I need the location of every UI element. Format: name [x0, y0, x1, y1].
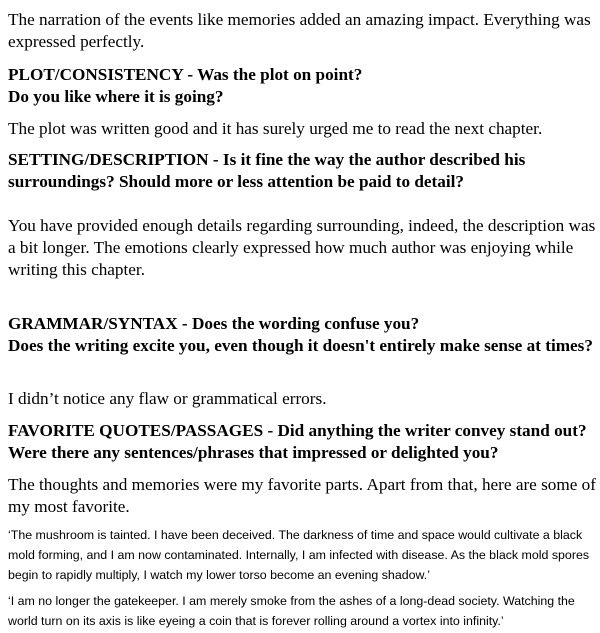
grammar-heading-line1: GRAMMAR/SYNTAX - Does the wording confuse you?: [8, 314, 420, 333]
favorite-quote-2: ‘I am no longer the gatekeeper. I am merely smoke from the ashes of a long-dead society. Watching the world turn on its axis is like eyeing a coin that is forever rolling around a vortex into infinity.’: [8, 594, 575, 628]
grammar-response: I didn’t notice any flaw or grammatical errors.: [8, 389, 327, 408]
quotes-heading: FAVORITE QUOTES/PASSAGES - Did anything the writer convey stand out? Were there any sentences/phrases that impressed or delighted you?: [8, 421, 587, 462]
plot-heading: [8, 64, 596, 108]
intro-paragraph: The narration of the events like memories added an amazing impact. Everything was expressed perfectly.: [8, 10, 591, 51]
setting-response: You have provided enough details regarding surrounding, indeed, the description was a bit longer. The emotions clearly expressed how much author was enjoying while writing this chapter.: [8, 216, 596, 279]
quotes-response: The thoughts and memories were my favorite parts. Apart from that, here are some of my most favorite.: [8, 475, 596, 516]
setting-heading: SETTING/DESCRIPTION - Is it fine the way the author described his surroundings? Should more or less attention be paid to detail?: [8, 150, 526, 191]
plot-response: The plot was written good and it has surely urged me to read the next chapter.: [8, 119, 543, 138]
favorite-quote-1: ‘The mushroom is tainted. I have been deceived. The darkness of time and space would cultivate a black mold forming, and I am now contaminated. Internally, I am infected with disease. As the black mold spores begin to rapidly multiply, I watch my lower torso become an evening shadow.’: [8, 528, 590, 582]
plot-heading-line1: PLOT/CONSISTENCY - Was the plot on point?: [8, 65, 363, 84]
plot-heading-line2: Do you like where it is going?: [8, 87, 224, 106]
grammar-heading: [8, 313, 596, 357]
grammar-heading-line2: Does the writing excite you, even though it doesn't entirely make sense at times?: [8, 336, 593, 355]
